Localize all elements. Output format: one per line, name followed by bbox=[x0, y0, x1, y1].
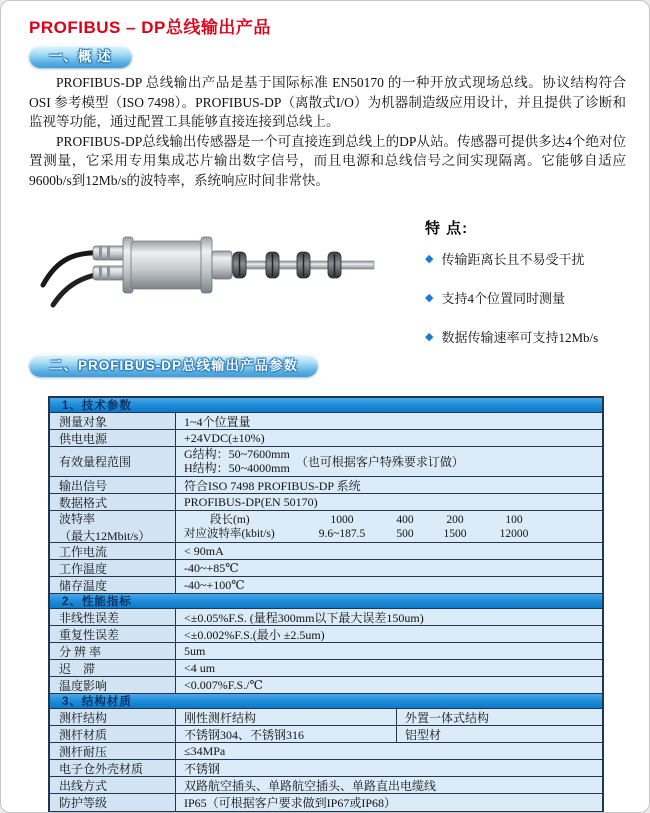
row-value: ≤34MPa bbox=[184, 743, 226, 758]
diamond-bullet-icon: ◆ bbox=[425, 292, 434, 304]
baud-value: 100 bbox=[505, 513, 523, 526]
row-label: 分 辨 率 bbox=[50, 643, 176, 659]
table-row-baud-rate bbox=[50, 511, 602, 543]
features-title: 特 点: bbox=[425, 220, 469, 237]
row-value: <±0.002%F.S.(最小 ±2.5um) bbox=[184, 627, 325, 642]
table-group-header-structure: 3、结构材质 bbox=[50, 694, 602, 709]
table-row-rod-structure bbox=[50, 709, 602, 726]
row-value: 不锈钢 bbox=[184, 761, 221, 776]
overview-paragraph-2: PROFIBUS-DP总线输出传感器是一个可直接连到总线上的DP从站。传感器可提供多达4个绝对位置测量，它采用专用集成芯片输出数字信号，而且电源和总线信号之间实现隔离。它能够自适应9600b/s到12Mb/s的波特率，系统响应时间非常快。 bbox=[29, 133, 626, 188]
row-label: 测杆结构 bbox=[50, 709, 176, 725]
row-label: 数据格式 bbox=[50, 494, 176, 510]
table-row-protection-rating bbox=[50, 794, 602, 811]
overview-paragraph-1: PROFIBUS-DP 总线输出产品是基于国际标准 EN50170 的一种开放式现场总线。协议结构符合 OSI 参考模型（ISO 7498）。PROFIBUS-DP（离散式I/O）为机器制造级应用设计，并且提供了诊断和监视等功能，通过配置工具能够直接连接到总线上。 bbox=[29, 75, 626, 130]
table-row-working-current bbox=[50, 543, 602, 560]
diamond-bullet-icon: ◆ bbox=[425, 253, 434, 265]
baud-value: 1000 bbox=[330, 513, 354, 526]
sensor-flange bbox=[201, 237, 212, 293]
row-value: <0.007%F.S./℃ bbox=[184, 677, 263, 692]
baud-value: 9.6~187.5 bbox=[318, 527, 366, 540]
row-label: 输出信号 bbox=[50, 477, 176, 493]
table-row-power-supply bbox=[50, 430, 602, 447]
row-value: 1~4个位置量 bbox=[184, 414, 251, 429]
table-row-hysteresis bbox=[50, 660, 602, 677]
row-value bbox=[176, 511, 602, 542]
table-row-measure-object bbox=[50, 413, 602, 430]
baud-value: 12000 bbox=[499, 527, 529, 540]
table-row-working-temperature bbox=[50, 560, 602, 577]
table-row-resolution bbox=[50, 643, 602, 660]
row-label: 非线性误差 bbox=[50, 609, 176, 625]
table-row-repeatability bbox=[50, 626, 602, 643]
table-row-nonlinearity bbox=[50, 609, 602, 626]
row-value: 符合ISO 7498 PROFIBUS-DP 系统 bbox=[184, 478, 361, 493]
range-line-g: G结构：50~7600mm bbox=[184, 447, 290, 461]
feature-text: 数据传输速率可支持12Mb/s bbox=[441, 330, 599, 345]
row-value: -40~+100℃ bbox=[184, 577, 245, 592]
row-label: 重复性误差 bbox=[50, 626, 176, 642]
product-photo bbox=[27, 207, 387, 327]
row-label: 测量对象 bbox=[50, 413, 176, 429]
row-label bbox=[50, 511, 176, 542]
baud-value: 400 bbox=[396, 513, 414, 526]
row-label: 电子仓外壳材质 bbox=[50, 760, 176, 776]
baud-value: 1500 bbox=[443, 527, 467, 540]
table-group-header-technical: 1、技术参数 bbox=[50, 398, 602, 413]
row-value-right: 外置一体式结构 bbox=[405, 710, 490, 725]
baud-label-line1: 波特率 bbox=[59, 511, 96, 526]
baud-rate-line bbox=[184, 527, 602, 541]
row-value-left: 不锈钢304、不锈钢316 bbox=[176, 726, 397, 742]
row-label: 工作温度 bbox=[50, 560, 176, 576]
table-row-wiring-method bbox=[50, 777, 602, 794]
feature-item bbox=[425, 252, 635, 267]
baud-value: 200 bbox=[446, 513, 464, 526]
row-value: IP65（可根据客户要求做到IP67或IP68） bbox=[184, 796, 397, 810]
table-row-temperature-effect bbox=[50, 677, 602, 694]
row-value-right: 铝型材 bbox=[405, 727, 442, 742]
table-row-rod-material bbox=[50, 726, 602, 743]
feature-text: 传输距离长且不易受干扰 bbox=[441, 252, 585, 267]
row-value: <±0.05%F.S. (量程300mm以下最大误差150um) bbox=[184, 610, 424, 625]
row-value-left: 刚性测杆结构 bbox=[176, 709, 397, 725]
row-value: PROFIBUS-DP(EN 50170) bbox=[184, 494, 318, 509]
row-value: -40~+85℃ bbox=[184, 560, 239, 575]
row-label: 出线方式 bbox=[50, 777, 176, 793]
row-value: 5um bbox=[184, 643, 206, 658]
feature-item bbox=[425, 330, 635, 345]
feature-text: 支持4个位置同时测量 bbox=[441, 291, 565, 306]
features-panel bbox=[425, 217, 635, 369]
row-value: 双路航空插头、单路航空插头、单路直出电缆线 bbox=[184, 778, 437, 793]
table-row-data-format bbox=[50, 494, 602, 511]
parameters-table bbox=[48, 396, 604, 813]
baud-table bbox=[184, 513, 602, 541]
row-value: < 90mA bbox=[184, 543, 224, 558]
table-row-output-signal bbox=[50, 477, 602, 494]
row-label: 储存温度 bbox=[50, 577, 176, 593]
feature-item bbox=[425, 291, 635, 306]
diamond-bullet-icon: ◆ bbox=[425, 331, 434, 343]
row-label: 工作电流 bbox=[50, 543, 176, 559]
overview-paragraphs bbox=[29, 73, 626, 191]
row-value bbox=[176, 447, 602, 476]
baud-line2-name: 对应波特率(kbit/s) bbox=[184, 527, 275, 540]
row-label: 温度影响 bbox=[50, 677, 176, 693]
overview-section-badge: 一、概 述 bbox=[29, 45, 132, 68]
row-value: +24VDC(±10%) bbox=[184, 430, 265, 445]
table-group-header-performance: 2、性能指标 bbox=[50, 594, 602, 609]
row-label: 测杆材质 bbox=[50, 726, 176, 742]
baud-value: 500 bbox=[396, 527, 414, 540]
baud-segment-length-line bbox=[184, 513, 602, 527]
row-label: 供电电源 bbox=[50, 430, 176, 446]
row-label: 防护等级 bbox=[50, 794, 176, 811]
baud-line1-name: 段长(m) bbox=[210, 513, 250, 526]
gland-nut bbox=[212, 251, 232, 279]
row-label: 迟 滞 bbox=[50, 660, 176, 676]
range-custom-note: （也可根据客户特殊要求订做） bbox=[295, 455, 464, 469]
row-label: 有效量程范围 bbox=[50, 447, 176, 476]
range-structure-lines bbox=[184, 448, 290, 475]
row-label: 测杆耐压 bbox=[50, 743, 176, 759]
table-row-rod-pressure bbox=[50, 743, 602, 760]
table-row-storage-temperature bbox=[50, 577, 602, 594]
sensor-body bbox=[131, 241, 203, 289]
table-row-effective-range bbox=[50, 447, 602, 477]
range-line-h: H结构：50~4000mm bbox=[184, 460, 290, 475]
table-row-housing-material bbox=[50, 760, 602, 777]
page-title: PROFIBUS – DP总线输出产品 bbox=[29, 18, 271, 37]
row-value: <4 um bbox=[184, 660, 216, 675]
baud-label-line2: （最大12Mbit/s） bbox=[59, 528, 151, 543]
parameters-section-badge: 二、PROFIBUS-DP总线输出产品参数 bbox=[29, 354, 318, 377]
